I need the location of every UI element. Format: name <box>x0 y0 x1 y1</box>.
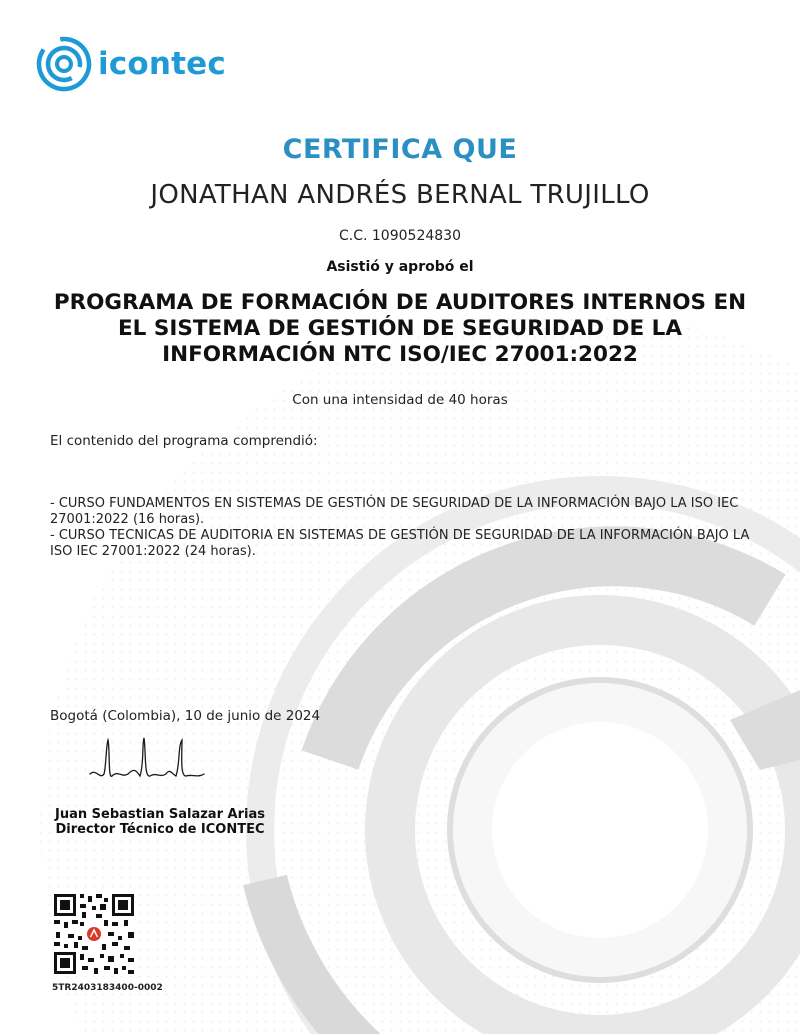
program-title <box>20 290 780 368</box>
signer-title: Director Técnico de ICONTEC <box>55 822 265 837</box>
signature-image <box>84 734 210 806</box>
course-item: - CURSO TECNICAS DE AUDITORIA EN SISTEMAS DE GESTIÓN DE SEGURIDAD DE LA INFORMACIÓN BAJO LA ISO IEC 27001:2022 (24 horas). <box>50 528 750 559</box>
qr-code[interactable] <box>52 892 136 976</box>
certifica-heading: CERTIFICA QUE <box>282 134 518 165</box>
place-date: Bogotá (Colombia), 10 de junio de 2024 <box>50 708 321 724</box>
certificate-code: 5TR2403183400-0002 <box>52 983 163 993</box>
signer-name: Juan Sebastian Salazar Arias <box>55 807 265 822</box>
program-title-line: INFORMACIÓN NTC ISO/IEC 27001:2022 <box>162 342 638 367</box>
brand-name: icontec <box>98 46 226 82</box>
program-title-line: EL SISTEMA DE GESTIÓN DE SEGURIDAD DE LA <box>118 316 682 341</box>
holder-name: JONATHAN ANDRÉS BERNAL TRUJILLO <box>150 180 650 210</box>
icontec-logo-icon <box>36 36 92 92</box>
attended-text: Asistió y aprobó el <box>326 259 474 275</box>
course-list <box>50 496 770 560</box>
id-number: C.C. 1090524830 <box>339 228 461 244</box>
icontec-logo <box>36 36 226 92</box>
course-item: - CURSO FUNDAMENTOS EN SISTEMAS DE GESTIÓN DE SEGURIDAD DE LA INFORMACIÓN BAJO LA ISO IEC 27001:2022 (16 horas). <box>50 496 739 527</box>
signer-block <box>50 807 270 837</box>
content-intro: El contenido del programa comprendió: <box>50 433 318 449</box>
intensity-text: Con una intensidad de 40 horas <box>292 392 508 408</box>
program-title-line: PROGRAMA DE FORMACIÓN DE AUDITORES INTERNOS EN <box>53 290 747 315</box>
